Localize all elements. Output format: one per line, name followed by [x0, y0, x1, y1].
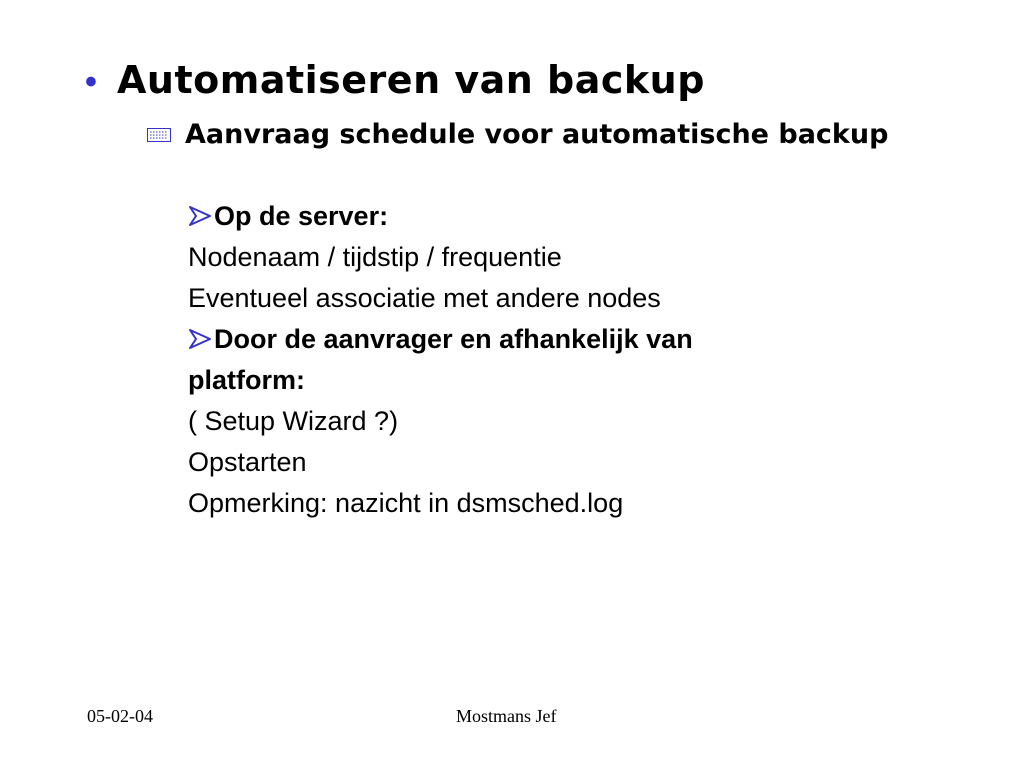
- section-2-heading-row: [188, 319, 693, 360]
- section-1-heading-row: [188, 196, 388, 237]
- note-icon: [147, 128, 171, 142]
- footer-author: Mostmans Jef: [456, 706, 557, 726]
- slide-title: Automatiseren van backup: [117, 58, 705, 102]
- section-2-line-2: Opstarten: [188, 447, 307, 477]
- arrow-bullet-icon: [188, 328, 214, 350]
- section-1-heading: Op de server:: [214, 201, 389, 231]
- section-2-heading-line-1: Door de aanvrager en afhankelijk van: [214, 324, 693, 354]
- section-2-heading-line-2: platform:: [188, 365, 305, 395]
- section-2-line-3: Opmerking: nazicht in dsmsched.log: [188, 488, 624, 518]
- arrow-bullet-icon: [188, 205, 214, 227]
- title-row: [85, 58, 705, 102]
- subtitle-block: [145, 114, 935, 156]
- subtitle-text: Aanvraag schedule voor automatische backup: [185, 119, 889, 150]
- section-2-line-1: ( Setup Wizard ?): [188, 406, 399, 436]
- bullet-dot-icon: •: [85, 63, 97, 101]
- section-1-line-1: Nodenaam / tijdstip / frequentie: [188, 242, 562, 272]
- section-1-line-2: Eventueel associatie met andere nodes: [188, 283, 661, 313]
- footer-date: 05-02-04: [87, 706, 153, 726]
